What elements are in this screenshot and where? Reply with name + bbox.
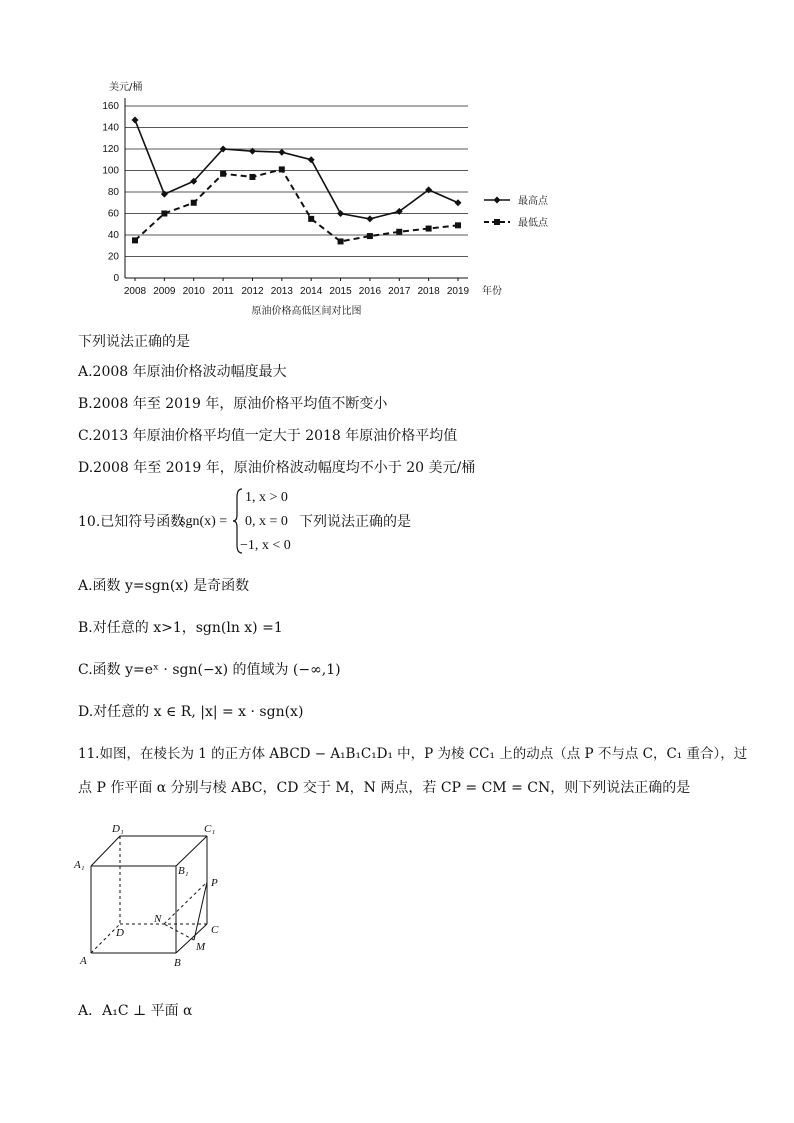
y-tick-label: 120 xyxy=(102,144,119,155)
series-point xyxy=(278,149,285,156)
series-point xyxy=(337,210,344,217)
chart-title: 原油价格高低区间对比图 xyxy=(251,306,362,317)
legend-marker xyxy=(494,197,501,204)
question10-tail: 下列说法正确的是 xyxy=(299,514,411,530)
series-line-1 xyxy=(135,120,458,219)
question10-option-b: B.对任意的 x>1，sgn(ln x) =1 xyxy=(78,620,283,636)
label-a: A xyxy=(80,955,87,967)
question10-lead: 10.已知符号函数 xyxy=(78,514,185,530)
question9-prompt: 下列说法正确的是 xyxy=(78,334,190,350)
x-tick-label: 2019 xyxy=(446,286,470,297)
x-tick-label: 2018 xyxy=(417,286,440,297)
cube-figure xyxy=(72,818,232,970)
legend-label: 最高点 xyxy=(518,196,548,207)
series-point xyxy=(455,199,462,206)
x-tick-label: 2015 xyxy=(329,286,352,297)
question10-case2: 0, x = 0 xyxy=(245,514,288,529)
question9-option-c: C.2013 年原油价格平均值一定大于 2018 年原油价格平均值 xyxy=(78,428,458,444)
label-b: B xyxy=(174,957,181,969)
label-n: N xyxy=(154,913,162,925)
question10-option-d: D.对任意的 x ∈ R, |x| = x · sgn(x) xyxy=(78,704,304,720)
x-tick-label: 2017 xyxy=(388,286,411,297)
x-tick-label: 2014 xyxy=(300,286,323,297)
series-point xyxy=(455,222,461,228)
question10-case1: 1, x > 0 xyxy=(245,490,288,505)
question10-option-a: A.函数 y=sgn(x) 是奇函数 xyxy=(78,578,250,594)
series-point xyxy=(249,174,255,180)
series-point xyxy=(366,215,373,222)
question10-option-c: C.函数 y=eˣ · sgn(−x) 的值域为 (−∞,1) xyxy=(78,662,341,678)
question9-option-b: B.2008 年至 2019 年，原油价格平均值不断变小 xyxy=(78,396,388,412)
question11-line2: 点 P 作平面 α 分别与棱 ABC，CD 交于 M，N 两点，若 CP = CM = CN，则下列说法正确的是 xyxy=(78,780,691,796)
x-tick-label: 2016 xyxy=(358,286,382,297)
series-point xyxy=(191,200,197,206)
label-p: P xyxy=(211,877,218,889)
x-tick-label: 2011 xyxy=(212,286,234,297)
y-tick-label: 100 xyxy=(102,165,119,177)
series-line-2 xyxy=(135,169,458,241)
series-point xyxy=(132,116,139,123)
y-tick-label: 140 xyxy=(102,122,119,134)
series-point xyxy=(367,233,373,239)
label-d1: D₁ xyxy=(112,823,124,835)
series-point xyxy=(308,216,314,222)
y-tick-label: 20 xyxy=(107,251,119,263)
x-tick-label: 2013 xyxy=(270,286,293,297)
x-axis-label: 年份 xyxy=(482,286,502,297)
series-point xyxy=(279,166,285,172)
label-d: D xyxy=(116,927,124,939)
question9-option-a: A.2008 年原油价格波动幅度最大 xyxy=(78,364,287,380)
x-tick-label: 2012 xyxy=(241,286,264,297)
x-tick-label: 2010 xyxy=(182,286,205,297)
x-tick-label: 2009 xyxy=(153,286,176,297)
y-tick-label: 40 xyxy=(107,230,119,241)
oil-price-chart xyxy=(78,72,598,322)
label-c1: C₁ xyxy=(204,823,216,835)
label-m: M xyxy=(196,941,206,953)
y-tick-label: 60 xyxy=(107,208,119,220)
series-point xyxy=(308,156,315,163)
y-tick-label: 0 xyxy=(113,273,119,284)
y-tick-label: 160 xyxy=(102,101,119,112)
y-tick-label: 80 xyxy=(107,187,119,198)
legend-label: 最低点 xyxy=(518,218,548,229)
y-axis-label: 美元/桶 xyxy=(109,82,143,93)
question10-case3: −1, x < 0 xyxy=(240,538,291,553)
series-point xyxy=(426,226,432,232)
legend-marker xyxy=(494,219,500,225)
label-c: C xyxy=(211,924,219,936)
series-point xyxy=(338,238,344,244)
series-point xyxy=(132,237,138,243)
question10-func: sgn(x) = xyxy=(180,514,228,529)
question11-line1: 11.如图，在棱长为 1 的正方体 ABCD − A₁B₁C₁D₁ 中，P 为棱 CC₁ 上的动点（点 P 不与点 C，C₁ 重合），过 xyxy=(78,746,748,762)
x-tick-label: 2008 xyxy=(123,286,147,297)
label-b1: B₁ xyxy=(178,865,189,877)
series-point xyxy=(161,211,167,217)
question11-option-a: A．A₁C ⊥ 平面 α xyxy=(78,1003,193,1019)
series-point xyxy=(396,229,402,235)
label-a1: A₁ xyxy=(74,859,85,871)
series-point xyxy=(220,171,226,177)
question9-option-d: D.2008 年至 2019 年，原油价格波动幅度均不小于 20 美元/桶 xyxy=(78,460,476,476)
